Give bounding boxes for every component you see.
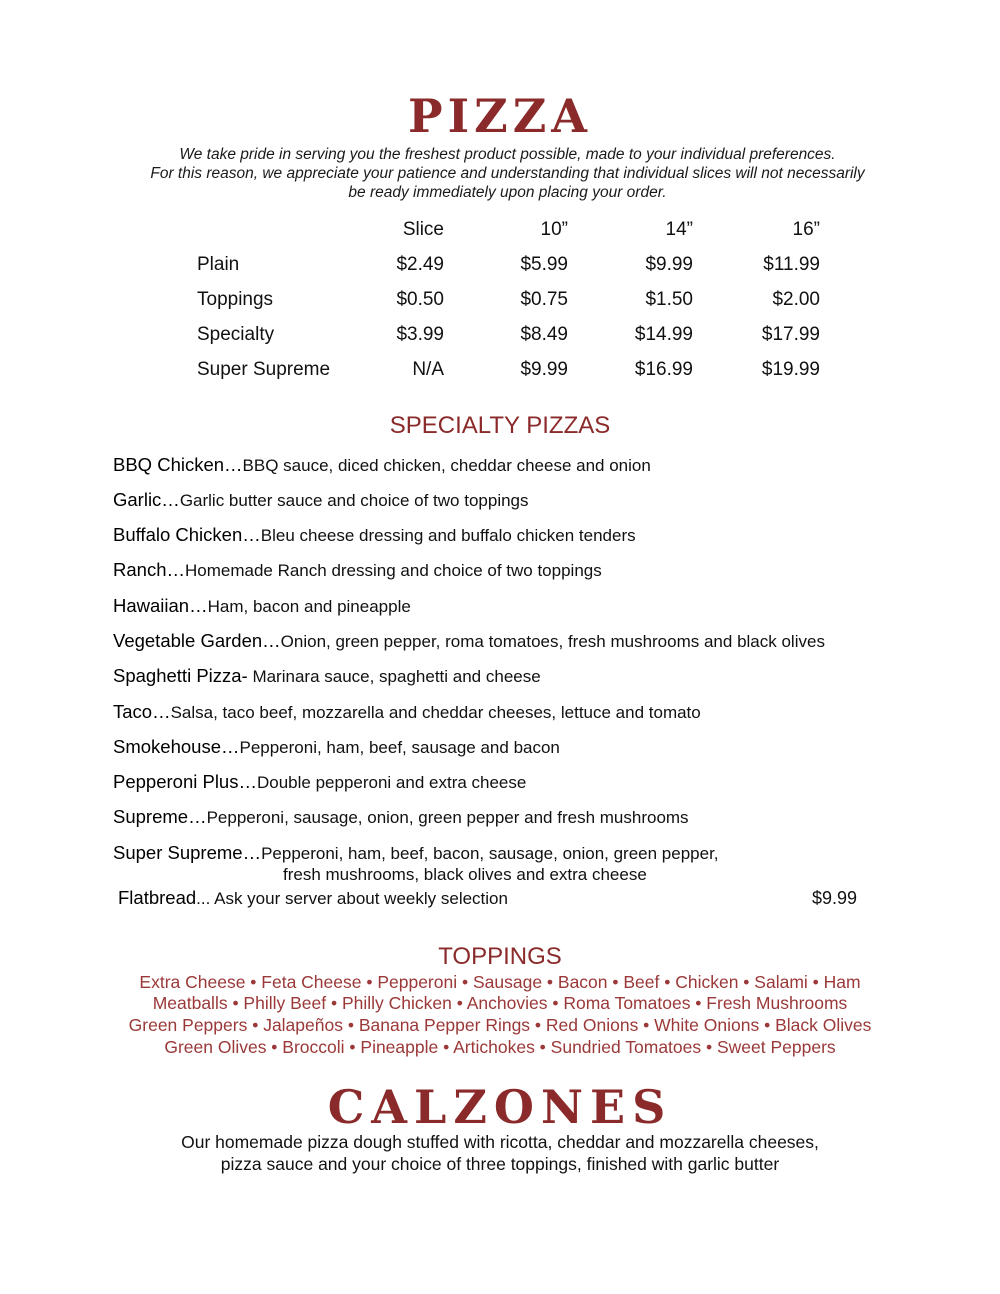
row-label-specialty: Specialty <box>197 324 275 345</box>
intro-line: We take pride in serving you the freshest product possible, made to your individual preferences. <box>179 146 836 163</box>
column-header-slice: Slice <box>402 219 444 240</box>
pizza-intro <box>100 145 915 202</box>
price-cell: $14.99 <box>634 324 693 345</box>
specialty-desc: Ham, bacon and pineapple <box>207 597 411 616</box>
specialty-desc: Pepperoni, ham, beef, bacon, sausage, onion, green pepper, <box>261 844 719 863</box>
specialty-name: Hawaiian… <box>113 595 208 616</box>
specialty-name: Super Supreme… <box>113 842 262 863</box>
toppings-line: Green Peppers • Jalapeños • Banana Pepper Rings • Red Onions • White Onions • Black Olives <box>128 1015 872 1035</box>
specialty-item <box>113 595 411 618</box>
pizza-title: PIZZA <box>408 89 592 143</box>
specialty-item <box>113 842 719 865</box>
specialty-desc-continuation: fresh mushrooms, black olives and extra cheese <box>283 865 647 884</box>
toppings-line: Extra Cheese • Feta Cheese • Pepperoni • Sausage • Bacon • Beef • Chicken • Salami • Ham <box>139 972 861 992</box>
row-label-super-supreme: Super Supreme <box>197 359 331 380</box>
price-cell: $2.00 <box>772 289 820 310</box>
specialty-name: Buffalo Chicken… <box>113 524 261 545</box>
price-cell: $0.50 <box>396 289 444 310</box>
price-cell: $19.99 <box>761 359 820 380</box>
specialty-item <box>113 771 526 794</box>
specialty-desc: Double pepperoni and extra cheese <box>256 773 527 792</box>
row-label-toppings: Toppings <box>197 289 274 310</box>
intro-line: For this reason, we appreciate your patience and understanding that individual slices will not necessarily <box>150 165 865 182</box>
price-cell: $5.99 <box>520 254 568 275</box>
calzones-desc <box>0 1131 1000 1175</box>
specialty-item <box>113 665 541 688</box>
specialty-desc: Garlic butter sauce and choice of two toppings <box>179 491 529 510</box>
calzones-desc-line: pizza sauce and your choice of three toppings, finished with garlic butter <box>220 1154 780 1174</box>
price-cell: $9.99 <box>520 359 568 380</box>
specialty-item <box>113 630 825 653</box>
specialty-item <box>113 489 529 512</box>
specialty-desc: ... Ask your server about weekly selection <box>196 889 508 908</box>
specialty-name: Flatbread <box>118 887 197 908</box>
specialty-name: Smokehouse… <box>113 736 240 757</box>
specialty-desc: Onion, green pepper, roma tomatoes, fresh mushrooms and black olives <box>280 632 825 651</box>
specialty-name: Vegetable Garden… <box>113 630 281 651</box>
specialty-item <box>113 736 560 759</box>
row-label-plain: Plain <box>197 254 240 275</box>
intro-line: be ready immediately upon placing your order. <box>348 184 667 201</box>
specialty-desc: Bleu cheese dressing and buffalo chicken tenders <box>260 526 636 545</box>
specialty-item <box>113 806 689 829</box>
toppings-heading: TOPPINGS <box>438 943 562 970</box>
price-cell: $1.50 <box>645 289 693 310</box>
specialty-name: Supreme… <box>113 806 207 827</box>
specialty-item <box>113 701 701 724</box>
specialty-desc: Salsa, taco beef, mozzarella and cheddar cheeses, lettuce and tomato <box>170 703 701 722</box>
column-header-10: 10” <box>540 219 568 240</box>
specialty-desc: BBQ sauce, diced chicken, cheddar cheese and onion <box>242 456 651 475</box>
specialty-desc: Marinara sauce, spaghetti and cheese <box>247 667 541 686</box>
specialty-item <box>113 559 602 582</box>
specialty-name: Garlic… <box>113 489 180 510</box>
column-header-16: 16” <box>792 219 820 240</box>
price-cell: $8.49 <box>520 324 568 345</box>
price-cell: $11.99 <box>763 254 820 275</box>
specialty-name: Spaghetti Pizza- <box>113 665 248 686</box>
specialty-desc: Pepperoni, sausage, onion, green pepper and fresh mushrooms <box>206 808 689 827</box>
price-cell: $2.49 <box>396 254 444 275</box>
specialty-item <box>113 524 636 547</box>
price-cell: $16.99 <box>634 359 693 380</box>
specialty-name: Taco… <box>113 701 171 722</box>
specialty-heading: SPECIALTY PIZZAS <box>389 412 611 439</box>
specialty-name: BBQ Chicken… <box>113 454 243 475</box>
column-header-14: 14” <box>665 219 693 240</box>
specialty-desc: Pepperoni, ham, beef, sausage and bacon <box>239 738 560 757</box>
flatbread-item <box>118 887 508 910</box>
specialty-desc: Homemade Ranch dressing and choice of two toppings <box>184 561 602 580</box>
specialty-name: Pepperoni Plus… <box>113 771 257 792</box>
toppings-line: Green Olives • Broccoli • Pineapple • Artichokes • Sundried Tomatoes • Sweet Peppers <box>164 1037 836 1057</box>
specialty-name: Ranch… <box>113 559 185 580</box>
price-cell: $9.99 <box>645 254 693 275</box>
price-cell: $0.75 <box>520 289 568 310</box>
price-cell: N/A <box>412 359 444 380</box>
calzones-desc-line: Our homemade pizza dough stuffed with ricotta, cheddar and mozzarella cheeses, <box>181 1132 819 1152</box>
price-cell: $3.99 <box>396 324 444 345</box>
specialty-item <box>113 454 651 477</box>
price-cell: $17.99 <box>761 324 820 345</box>
flatbread-price: $9.99 <box>812 888 858 908</box>
calzones-title: CALZONES <box>327 1080 673 1134</box>
toppings-line: Meatballs • Philly Beef • Philly Chicken • Anchovies • Roma Tomatoes • Fresh Mushrooms <box>152 993 848 1013</box>
